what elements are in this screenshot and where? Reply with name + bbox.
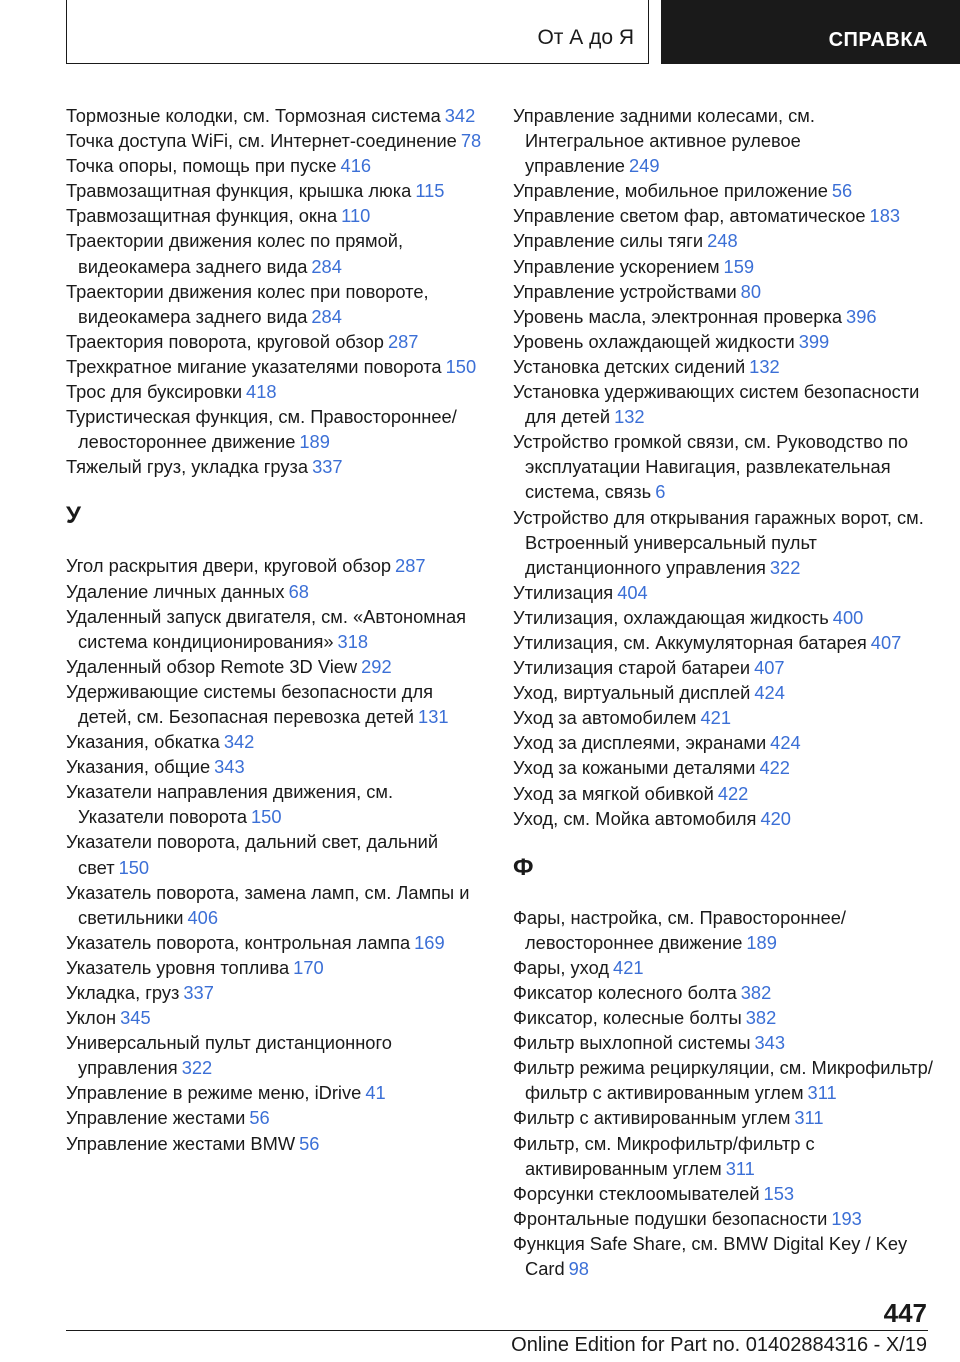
index-page-link[interactable]: 150 xyxy=(445,355,477,377)
index-entry-text: Удаление личных данных xyxy=(66,580,285,602)
index-page-link[interactable]: 68 xyxy=(288,580,309,602)
index-entry-text: Траектории движения колес по прямой, видеокамера заднего вида xyxy=(66,230,404,277)
index-entry-text: Уход за дисплеями, экранами xyxy=(513,732,767,754)
index-entry-text: Уход за автомобилем xyxy=(513,707,697,729)
index-entry xyxy=(513,304,933,329)
index-entry-text: Установка удерживающих систем безопасности для детей xyxy=(513,381,920,428)
index-entry-text: Травмозащитная функция, крышка люка xyxy=(66,180,412,202)
index-page-link[interactable]: 150 xyxy=(118,856,150,878)
index-entry xyxy=(66,654,484,679)
index-entry-text: Угол раскрытия двери, круговой обзор xyxy=(66,555,392,577)
index-entry-text: Точка доступа WiFi, см. Интернет-соединение xyxy=(66,130,457,152)
index-entry-text: Уход за кожаными деталями xyxy=(513,757,756,779)
index-page-link[interactable]: 153 xyxy=(763,1182,795,1204)
index-page-link[interactable]: 248 xyxy=(707,230,738,252)
index-page-link[interactable]: 169 xyxy=(414,931,445,953)
index-page-link[interactable]: 80 xyxy=(740,280,762,302)
index-page-link[interactable]: 132 xyxy=(614,406,645,428)
index-entry-text: Утилизация xyxy=(513,581,614,603)
index-entry xyxy=(513,580,933,605)
index-entry-text: Установка детских сидений xyxy=(513,355,746,377)
index-page-link[interactable]: 420 xyxy=(760,807,791,829)
index-entry-text: Фары, настройка, см. Правостороннее/левостороннее движение xyxy=(513,906,847,953)
index-page-link[interactable]: 189 xyxy=(299,431,330,453)
index-page-link[interactable]: 407 xyxy=(754,657,785,679)
index-entry-text: Указатель уровня топлива xyxy=(66,956,290,978)
index-page-link[interactable]: 343 xyxy=(214,756,245,778)
index-page-link[interactable]: 422 xyxy=(759,757,790,779)
index-entry xyxy=(513,655,933,680)
index-page-link[interactable]: 110 xyxy=(341,205,371,227)
index-entry xyxy=(513,781,933,806)
chapter-title: СПРАВКА xyxy=(828,29,928,51)
index-entry-text: Указатель поворота, замена ламп, см. Лампы и светильники xyxy=(66,881,470,928)
section-tab-a-to-z xyxy=(66,0,649,64)
index-page-link[interactable]: 396 xyxy=(846,305,877,327)
index-entry-text: Указатель поворота, контрольная лампа xyxy=(66,931,411,953)
index-entry-text: Управление, мобильное приложение xyxy=(513,180,828,202)
index-page-link[interactable]: 406 xyxy=(187,906,219,928)
index-entry xyxy=(66,1131,484,1156)
index-entry-text: Фильтр режима рециркуляции, см. Микрофильтр/фильтр с активированным углем xyxy=(513,1057,933,1104)
index-page-link[interactable]: 418 xyxy=(246,381,277,403)
index-page-link[interactable]: 287 xyxy=(395,555,426,577)
index-entry xyxy=(66,454,484,479)
index-page-link[interactable]: 132 xyxy=(749,355,780,377)
index-page-link[interactable]: 284 xyxy=(311,255,342,277)
section-title: От А до Я xyxy=(537,26,634,49)
index-entry xyxy=(66,329,484,354)
index-entry-text: Указатели поворота, дальний свет, дальний свет xyxy=(66,831,439,878)
index-page-link[interactable]: 343 xyxy=(754,1032,786,1054)
index-entry xyxy=(66,1030,484,1080)
index-page-link[interactable]: 424 xyxy=(754,682,785,704)
index-entry xyxy=(66,404,484,454)
index-page-link[interactable]: 115 xyxy=(415,180,445,202)
index-entry-text: Универсальный пульт дистанционного управления xyxy=(66,1032,392,1079)
index-entry-text: Указатели направления движения, см. Указатели поворота xyxy=(66,781,394,828)
index-letter-heading: У xyxy=(66,502,81,530)
index-entry-text: Укладка, груз xyxy=(66,982,180,1003)
index-page-link[interactable]: 345 xyxy=(120,1007,151,1029)
index-page-link[interactable]: 6 xyxy=(655,481,666,503)
index-page-link[interactable]: 287 xyxy=(387,330,419,352)
index-entry xyxy=(66,579,484,604)
index-entry-text: Точка опоры, помощь при пуске xyxy=(66,155,337,177)
footer-edition: Online Edition for Part no. 01402884316 - X/19 xyxy=(511,1334,927,1356)
index-entry xyxy=(513,203,933,228)
index-page-link[interactable]: 311 xyxy=(794,1107,824,1129)
index-entry xyxy=(513,755,933,780)
index-page-link[interactable]: 183 xyxy=(869,205,901,227)
index-page-link[interactable]: 56 xyxy=(299,1132,320,1154)
index-entry xyxy=(513,630,933,655)
index-page-link[interactable]: 422 xyxy=(717,782,749,804)
index-entry xyxy=(513,379,933,429)
index-entry xyxy=(66,553,484,578)
index-entry-text: Управление жестами BMW xyxy=(66,1132,296,1154)
index-entry-text: Уклон xyxy=(66,1007,117,1029)
index-page-link[interactable]: 337 xyxy=(312,456,343,478)
index-entry-text: Утилизация, см. Аккумуляторная батарея xyxy=(513,631,867,653)
index-entry-text: Форсунки стеклоомывателей xyxy=(513,1182,760,1204)
index-entry-text: Фильтр выхлопной системы xyxy=(513,1032,751,1054)
index-entry-text: Утилизация старой батареи xyxy=(513,657,751,679)
index-entry xyxy=(513,228,933,253)
index-entry-text: Удаленный обзор Remote 3D View xyxy=(66,655,358,677)
index-entry xyxy=(513,1206,933,1231)
index-page-link[interactable]: 189 xyxy=(746,931,777,953)
index-entry xyxy=(513,329,933,354)
index-page-link[interactable]: 311 xyxy=(725,1157,755,1179)
index-entry xyxy=(66,880,484,930)
chapter-tab xyxy=(661,0,960,64)
index-entry xyxy=(513,806,933,831)
index-entry xyxy=(513,279,933,304)
index-page-link[interactable]: 421 xyxy=(700,707,732,729)
index-page-link[interactable]: 322 xyxy=(769,556,801,578)
index-entry-text: Уровень масла, электронная проверка xyxy=(513,305,843,327)
index-page-link[interactable]: 322 xyxy=(181,1057,213,1079)
index-page-link[interactable]: 56 xyxy=(249,1107,270,1129)
index-entry-text: Управление ускорением xyxy=(513,255,720,277)
index-entry xyxy=(66,930,484,955)
index-entry xyxy=(66,128,484,153)
index-entry-text: Фильтр, см. Микрофильтр/фильтр с активированным углем xyxy=(513,1132,815,1179)
index-entry-text: Траектории движения колес при повороте, видеокамера заднего вида xyxy=(66,280,429,327)
index-entry xyxy=(513,905,933,955)
index-page-link[interactable]: 311 xyxy=(807,1082,837,1104)
index-page-link[interactable]: 407 xyxy=(870,631,902,653)
index-entry xyxy=(513,429,933,504)
index-entry-text: Уход за мягкой обивкой xyxy=(513,782,714,804)
index-page-link[interactable]: 193 xyxy=(831,1207,862,1229)
index-entry-text: Траектория поворота, круговой обзор xyxy=(66,330,384,352)
index-entry xyxy=(66,604,484,654)
index-entry xyxy=(66,980,484,1005)
index-entry xyxy=(66,153,484,178)
index-page-link[interactable]: 342 xyxy=(444,105,476,126)
index-entry xyxy=(513,980,933,1005)
index-entry-text: Управление жестами xyxy=(66,1107,246,1129)
index-page-link[interactable]: 342 xyxy=(223,731,255,753)
index-entry xyxy=(66,1080,484,1105)
index-entry xyxy=(66,178,484,203)
footer-divider xyxy=(66,1330,928,1331)
index-column-left xyxy=(66,103,484,1156)
index-entry xyxy=(66,679,484,729)
index-entry-text: Устройство для открывания гаражных ворот, см. Встроенный универсальный пульт дистанционного управления xyxy=(513,506,924,578)
index-entry xyxy=(513,354,933,379)
index-entry-text: Туристическая функция, см. Правостороннее/левостороннее движение xyxy=(66,406,457,453)
index-page-link[interactable]: 337 xyxy=(183,982,214,1003)
index-entry-text: Управление устройствами xyxy=(513,280,737,302)
index-entry-text: Управление в режиме меню, iDrive xyxy=(66,1082,362,1104)
index-column-right xyxy=(513,103,933,1281)
index-entry xyxy=(66,754,484,779)
index-page-link[interactable]: 400 xyxy=(832,606,864,628)
index-entry-text: Управление задними колесами, см. Интегральное активное рулевое управление xyxy=(513,105,815,177)
index-page-link[interactable]: 318 xyxy=(337,630,369,652)
index-entry-text: Фронтальные подушки безопасности xyxy=(513,1207,828,1229)
index-entry xyxy=(66,203,484,228)
index-entry xyxy=(513,1055,933,1105)
index-entry xyxy=(513,103,933,178)
index-entry-text: Утилизация, охлаждающая жидкость xyxy=(513,606,829,628)
index-entry xyxy=(66,955,484,980)
page-number: 447 xyxy=(883,1298,927,1328)
index-entry xyxy=(66,354,484,379)
index-page-link[interactable]: 150 xyxy=(251,806,282,828)
index-entry xyxy=(513,1005,933,1030)
index-entry-text: Функция Safe Share, см. BMW Digital Key / Key Card xyxy=(513,1232,908,1280)
index-entry-text: Уровень охлаждающей жидкости xyxy=(513,330,795,352)
index-page-link[interactable]: 170 xyxy=(293,956,324,978)
index-page-link[interactable]: 382 xyxy=(745,1007,777,1029)
index-page-link[interactable]: 98 xyxy=(568,1258,589,1280)
index-entry-text: Фильтр с активированным углем xyxy=(513,1107,791,1129)
index-entry-text: Управление светом фар, автоматическое xyxy=(513,205,866,227)
index-entry xyxy=(66,779,484,829)
index-entry xyxy=(513,605,933,630)
index-entry-text: Фиксатор колесного болта xyxy=(513,982,737,1003)
index-entry xyxy=(66,1105,484,1130)
index-entry-text: Устройство громкой связи, см. Руководство по эксплуатации Навигация, развлекательная система, связь xyxy=(513,431,909,503)
index-entry-text: Фиксатор, колесные болты xyxy=(513,1007,742,1029)
index-page-link[interactable]: 41 xyxy=(365,1082,386,1104)
index-entry-text: Трехкратное мигание указателями поворота xyxy=(66,355,442,377)
index-page-link[interactable]: 424 xyxy=(770,732,801,754)
index-entry-text: Тормозные колодки, см. Тормозная система xyxy=(66,105,441,126)
index-page-link[interactable]: 292 xyxy=(361,655,392,677)
index-entry xyxy=(513,955,933,980)
index-page-link[interactable]: 382 xyxy=(740,982,772,1003)
index-entry-text: Указания, обкатка xyxy=(66,731,220,753)
index-entry xyxy=(66,228,484,278)
index-entry-text: Указания, общие xyxy=(66,756,211,778)
index-page-link[interactable]: 56 xyxy=(831,180,853,202)
index-entry xyxy=(66,1005,484,1030)
index-entry-text: Тяжелый груз, укладка груза xyxy=(66,456,309,478)
index-entry xyxy=(513,705,933,730)
index-entry xyxy=(513,680,933,705)
index-page-link[interactable]: 416 xyxy=(340,155,372,177)
index-entry-text: Трос для буксировки xyxy=(66,381,243,403)
index-page-link[interactable]: 399 xyxy=(798,330,830,352)
index-entry xyxy=(513,178,933,203)
index-entry xyxy=(66,279,484,329)
index-entry xyxy=(513,1181,933,1206)
index-entry-text: Фары, уход xyxy=(513,956,610,978)
index-entry xyxy=(66,103,484,128)
index-page-link[interactable]: 131 xyxy=(418,705,449,727)
index-entry xyxy=(66,729,484,754)
index-page-link[interactable]: 249 xyxy=(628,155,660,177)
index-entry-text: Управление силы тяги xyxy=(513,230,704,252)
index-letter-heading: Ф xyxy=(513,853,534,881)
index-entry-text: Уход, см. Мойка автомобиля xyxy=(513,807,757,829)
index-entry-text: Удаленный запуск двигателя, см. «Автономная система кондиционирования» xyxy=(66,605,467,652)
index-entry xyxy=(66,379,484,404)
index-page-link[interactable]: 78 xyxy=(460,130,482,152)
index-entry xyxy=(513,1231,933,1281)
index-page-link[interactable]: 421 xyxy=(613,956,644,978)
index-entry xyxy=(66,829,484,879)
index-page-link[interactable]: 404 xyxy=(617,581,648,603)
index-entry-text: Удерживающие системы безопасности для детей, см. Безопасная перевозка детей xyxy=(66,680,434,727)
index-entry xyxy=(513,730,933,755)
index-entry-text: Травмозащитная функция, окна xyxy=(66,205,338,227)
index-entry xyxy=(513,254,933,279)
index-entry xyxy=(513,1131,933,1181)
index-entry xyxy=(513,1105,933,1130)
index-entry xyxy=(513,1030,933,1055)
index-entry xyxy=(513,505,933,580)
index-page-link[interactable]: 159 xyxy=(723,255,755,277)
index-entry-text: Уход, виртуальный дисплей xyxy=(513,682,751,704)
index-page-link[interactable]: 284 xyxy=(311,305,342,327)
